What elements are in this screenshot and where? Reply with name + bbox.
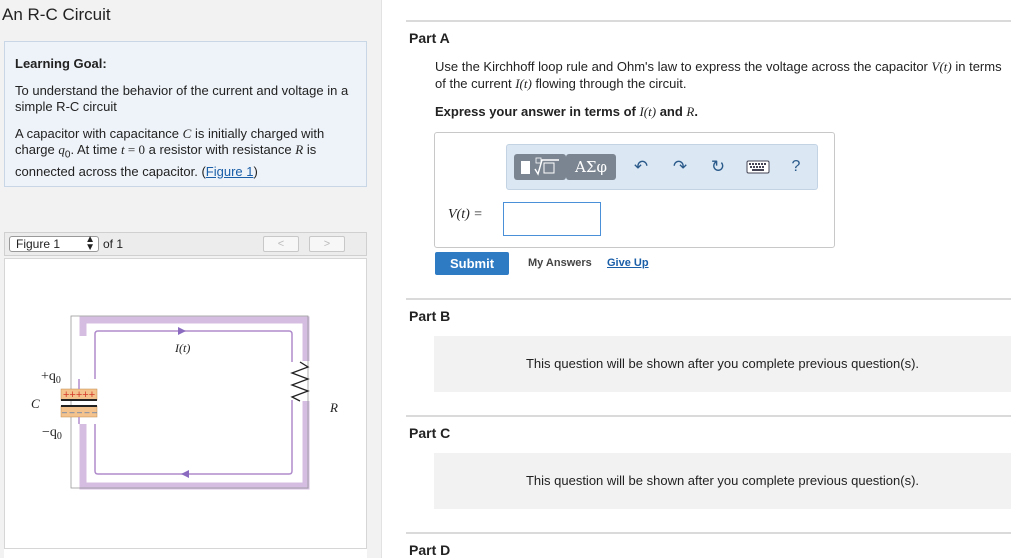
var-vt: V(t)	[931, 59, 952, 74]
keyboard-icon[interactable]	[745, 157, 771, 177]
part-b-label: Part B	[409, 308, 451, 324]
redo-icon[interactable]: ↷	[672, 157, 688, 176]
answer-label: V(t) =	[448, 207, 483, 222]
learning-goal-description	[15, 126, 360, 180]
var-resistance: R	[295, 142, 304, 157]
figure-footer	[4, 548, 367, 559]
divider	[406, 20, 1011, 22]
templates-icon	[514, 154, 566, 180]
instruction-text: .	[694, 104, 698, 119]
reset-icon[interactable]: ↻	[710, 157, 726, 176]
figure-1-link[interactable]: Figure 1	[205, 163, 254, 179]
desc-text: A capacitor with capacitance	[15, 126, 183, 141]
resistor	[292, 362, 308, 401]
give-up-link[interactable]: Give Up	[607, 257, 649, 269]
desc-text: a resistor with resistance	[144, 142, 296, 157]
page-title: An R-C Circuit	[2, 5, 111, 24]
figure-toolbar	[4, 232, 367, 256]
var-charge-sub: 0	[64, 149, 71, 161]
var-charge: q	[58, 142, 65, 157]
figure-prev-button[interactable]: <	[263, 236, 299, 252]
part-a-question	[435, 58, 1005, 92]
capacitor-minus-signs: – – – – –	[62, 407, 98, 417]
var-r: R	[686, 104, 695, 119]
desc-text: is connected across the capacitor. (	[15, 142, 317, 179]
figure-area	[4, 258, 367, 558]
question-text: in terms of the current	[435, 59, 1002, 91]
plus-q-label: $+q_0$	[41, 369, 61, 386]
capacitor-plus-signs: +++++	[63, 389, 96, 401]
var-time: t	[121, 142, 125, 157]
current-arrow-bottom	[181, 470, 189, 478]
wire-inner-bottom	[95, 400, 292, 474]
templates-button[interactable]	[514, 154, 566, 180]
var-capacitance: C	[182, 126, 192, 141]
figure-next-button[interactable]: >	[309, 236, 345, 252]
desc-text: is initially charged with charge	[15, 126, 325, 157]
wire-inner-top	[95, 331, 292, 379]
answer-input[interactable]	[503, 202, 601, 236]
minus-q-label: $-q_0$	[42, 425, 62, 442]
time-equals: = 0	[124, 142, 145, 157]
figure-count: of 1	[103, 237, 124, 251]
desc-text: . At time	[70, 142, 122, 157]
resistor-label: R	[330, 400, 338, 415]
part-c-label: Part C	[409, 425, 451, 441]
var-it: I(t)	[515, 76, 532, 91]
figure-select-value: Figure 1	[16, 237, 61, 251]
instruction-text: Express your answer in terms of	[435, 104, 640, 119]
part-c-locked-message: This question will be shown after you complete previous question(s).	[434, 453, 1011, 509]
learning-goal-text: To understand the behavior of the current and voltage in a simple R-C circuit	[15, 83, 349, 114]
question-text: Use the Kirchhoff loop rule and Ohm's law to express the voltage across the capacitor	[435, 59, 932, 74]
instruction-text: and	[656, 104, 687, 119]
part-b-locked-message: This question will be shown after you complete previous question(s).	[434, 336, 1011, 392]
current-label: I(t)	[175, 341, 191, 355]
left-pane	[0, 0, 382, 558]
submit-button[interactable]: Submit	[435, 252, 509, 275]
learning-goal-heading: Learning Goal:	[15, 56, 107, 71]
wire-top	[83, 320, 306, 361]
rc-circuit-diagram	[5, 259, 366, 549]
learning-goal-box	[4, 41, 367, 187]
figure-select[interactable]	[9, 236, 99, 252]
help-icon[interactable]: ?	[791, 158, 801, 175]
part-a-instruction	[435, 104, 698, 120]
undo-icon[interactable]: ↶	[633, 157, 649, 176]
symbols-button[interactable]: ΑΣφ	[566, 154, 616, 180]
part-a-label: Part A	[409, 30, 450, 46]
divider	[406, 298, 1011, 300]
my-answers-link[interactable]: My Answers	[528, 257, 592, 269]
divider	[406, 532, 1011, 534]
select-arrows-icon: ▲ ▼	[85, 234, 95, 253]
divider	[406, 415, 1011, 417]
var-it: I(t)	[639, 104, 657, 119]
math-toolbar	[506, 144, 818, 190]
question-text: flowing through the circuit.	[531, 76, 687, 91]
current-arrow-top	[178, 327, 186, 335]
desc-text: )	[253, 163, 258, 179]
part-d-label: Part D	[409, 542, 451, 558]
capacitor-label: C	[31, 396, 40, 411]
